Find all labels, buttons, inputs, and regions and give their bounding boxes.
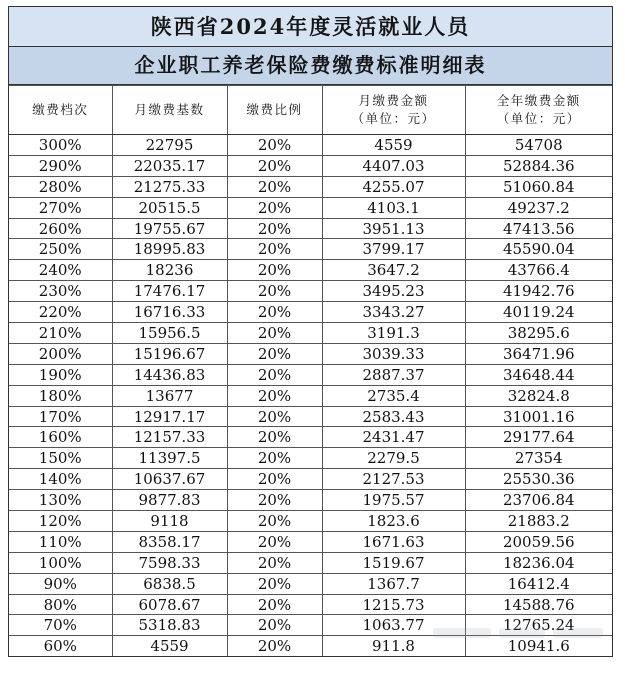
cell-ratio: 20%: [227, 155, 322, 176]
table-row: [9, 511, 612, 532]
cell-base: 6078.67: [112, 594, 227, 615]
cell-monthly-amount: 3343.27: [322, 302, 465, 323]
cell-monthly-amount: 911.8: [322, 636, 465, 656]
table-row: [9, 260, 612, 281]
cell-monthly-amount: 3495.23: [322, 281, 465, 302]
cell-ratio: 20%: [227, 218, 322, 239]
cell-ratio: 20%: [227, 260, 322, 281]
header-annual-amount: 全年缴费金额 （单位：元）: [465, 86, 612, 135]
cell-grade: 280%: [9, 176, 112, 197]
cell-annual-amount: 23706.84: [465, 490, 612, 511]
cell-ratio: 20%: [227, 531, 322, 552]
cell-monthly-amount: 1367.7: [322, 573, 465, 594]
table-row: [9, 364, 612, 385]
cell-base: 22035.17: [112, 155, 227, 176]
cell-grade: 300%: [9, 135, 112, 156]
cell-grade: 80%: [9, 594, 112, 615]
cell-base: 12917.17: [112, 406, 227, 427]
table-row: [9, 573, 612, 594]
cell-monthly-amount: 3951.13: [322, 218, 465, 239]
cell-ratio: 20%: [227, 197, 322, 218]
cell-ratio: 20%: [227, 302, 322, 323]
contribution-table-sheet: [8, 6, 613, 657]
cell-annual-amount: 14588.76: [465, 594, 612, 615]
cell-annual-amount: 27354: [465, 448, 612, 469]
cell-grade: 150%: [9, 448, 112, 469]
cell-monthly-amount: 3799.17: [322, 239, 465, 260]
cell-base: 9877.83: [112, 490, 227, 511]
cell-base: 21275.33: [112, 176, 227, 197]
cell-ratio: 20%: [227, 281, 322, 302]
table-row: [9, 615, 612, 636]
cell-base: 10637.67: [112, 469, 227, 490]
cell-grade: 60%: [9, 636, 112, 656]
table-row: [9, 385, 612, 406]
cell-grade: 90%: [9, 573, 112, 594]
cell-grade: 290%: [9, 155, 112, 176]
cell-monthly-amount: 1519.67: [322, 552, 465, 573]
table-row: [9, 239, 612, 260]
cell-grade: 180%: [9, 385, 112, 406]
table-row: [9, 406, 612, 427]
table-title-line1: 陕西省2024年度灵活就业人员: [9, 7, 612, 47]
cell-grade: 160%: [9, 427, 112, 448]
cell-base: 18236: [112, 260, 227, 281]
cell-grade: 220%: [9, 302, 112, 323]
table-row: [9, 155, 612, 176]
cell-annual-amount: 41942.76: [465, 281, 612, 302]
table-row: [9, 469, 612, 490]
cell-annual-amount: 34648.44: [465, 364, 612, 385]
cell-base: 18995.83: [112, 239, 227, 260]
cell-monthly-amount: 4255.07: [322, 176, 465, 197]
table-row: [9, 448, 612, 469]
cell-monthly-amount: 1215.73: [322, 594, 465, 615]
cell-base: 15956.5: [112, 323, 227, 344]
cell-base: 4559: [112, 636, 227, 656]
cell-base: 19755.67: [112, 218, 227, 239]
cell-ratio: 20%: [227, 176, 322, 197]
cell-annual-amount: 20059.56: [465, 531, 612, 552]
cell-grade: 230%: [9, 281, 112, 302]
cell-annual-amount: 40119.24: [465, 302, 612, 323]
cell-base: 13677: [112, 385, 227, 406]
cell-base: 9118: [112, 511, 227, 532]
table-row: [9, 135, 612, 156]
cell-base: 22795: [112, 135, 227, 156]
cell-annual-amount: 18236.04: [465, 552, 612, 573]
table-row: [9, 218, 612, 239]
table-row: [9, 323, 612, 344]
table-row: [9, 427, 612, 448]
table-row: [9, 176, 612, 197]
cell-monthly-amount: 4407.03: [322, 155, 465, 176]
cell-ratio: 20%: [227, 323, 322, 344]
cell-ratio: 20%: [227, 594, 322, 615]
cell-grade: 250%: [9, 239, 112, 260]
header-grade: 缴费档次: [9, 86, 112, 135]
cell-ratio: 20%: [227, 552, 322, 573]
cell-annual-amount: 25530.36: [465, 469, 612, 490]
cell-monthly-amount: 1671.63: [322, 531, 465, 552]
header-monthly-amount: 月缴费金额 （单位：元）: [322, 86, 465, 135]
cell-annual-amount: 10941.6: [465, 636, 612, 656]
cell-grade: 170%: [9, 406, 112, 427]
cell-annual-amount: 54708: [465, 135, 612, 156]
cell-base: 6838.5: [112, 573, 227, 594]
cell-grade: 110%: [9, 531, 112, 552]
cell-grade: 140%: [9, 469, 112, 490]
cell-monthly-amount: 1975.57: [322, 490, 465, 511]
cell-base: 17476.17: [112, 281, 227, 302]
cell-base: 7598.33: [112, 552, 227, 573]
cell-ratio: 20%: [227, 573, 322, 594]
cell-annual-amount: 21883.2: [465, 511, 612, 532]
cell-base: 14436.83: [112, 364, 227, 385]
cell-monthly-amount: 1823.6: [322, 511, 465, 532]
cell-monthly-amount: 2735.4: [322, 385, 465, 406]
cell-ratio: 20%: [227, 490, 322, 511]
cell-monthly-amount: 1063.77: [322, 615, 465, 636]
cell-monthly-amount: 2279.5: [322, 448, 465, 469]
cell-monthly-amount: 2431.47: [322, 427, 465, 448]
cell-base: 8358.17: [112, 531, 227, 552]
cell-annual-amount: 12765.24: [465, 615, 612, 636]
cell-grade: 240%: [9, 260, 112, 281]
cell-grade: 200%: [9, 343, 112, 364]
cell-annual-amount: 45590.04: [465, 239, 612, 260]
cell-annual-amount: 49237.2: [465, 197, 612, 218]
cell-base: 20515.5: [112, 197, 227, 218]
cell-annual-amount: 38295.6: [465, 323, 612, 344]
cell-grade: 120%: [9, 511, 112, 532]
cell-ratio: 20%: [227, 448, 322, 469]
cell-grade: 100%: [9, 552, 112, 573]
cell-ratio: 20%: [227, 343, 322, 364]
cell-annual-amount: 51060.84: [465, 176, 612, 197]
cell-annual-amount: 16412.4: [465, 573, 612, 594]
cell-base: 12157.33: [112, 427, 227, 448]
cell-base: 15196.67: [112, 343, 227, 364]
cell-ratio: 20%: [227, 469, 322, 490]
table-row: [9, 302, 612, 323]
table-row: [9, 531, 612, 552]
table-row: [9, 490, 612, 511]
cell-base: 16716.33: [112, 302, 227, 323]
cell-monthly-amount: 3647.2: [322, 260, 465, 281]
cell-ratio: 20%: [227, 364, 322, 385]
table-row: [9, 636, 612, 656]
cell-ratio: 20%: [227, 511, 322, 532]
cell-grade: 130%: [9, 490, 112, 511]
cell-annual-amount: 47413.56: [465, 218, 612, 239]
table-row: [9, 594, 612, 615]
cell-grade: 210%: [9, 323, 112, 344]
table-body: [9, 135, 612, 657]
table-title-line2: 企业职工养老保险费缴费标准明细表: [9, 47, 612, 85]
cell-ratio: 20%: [227, 385, 322, 406]
cell-grade: 70%: [9, 615, 112, 636]
table-row: [9, 197, 612, 218]
table-row: [9, 343, 612, 364]
cell-monthly-amount: 2583.43: [322, 406, 465, 427]
cell-annual-amount: 36471.96: [465, 343, 612, 364]
cell-ratio: 20%: [227, 427, 322, 448]
cell-grade: 190%: [9, 364, 112, 385]
table-row: [9, 281, 612, 302]
cell-ratio: 20%: [227, 615, 322, 636]
cell-ratio: 20%: [227, 406, 322, 427]
header-ratio: 缴费比例: [227, 86, 322, 135]
cell-ratio: 20%: [227, 239, 322, 260]
cell-annual-amount: 31001.16: [465, 406, 612, 427]
cell-grade: 260%: [9, 218, 112, 239]
cell-monthly-amount: 2887.37: [322, 364, 465, 385]
cell-monthly-amount: 3191.3: [322, 323, 465, 344]
cell-annual-amount: 29177.64: [465, 427, 612, 448]
cell-monthly-amount: 4559: [322, 135, 465, 156]
cell-monthly-amount: 3039.33: [322, 343, 465, 364]
table-row: [9, 552, 612, 573]
cell-base: 11397.5: [112, 448, 227, 469]
header-base: 月缴费基数: [112, 86, 227, 135]
table-header-row: [9, 86, 612, 135]
cell-monthly-amount: 4103.1: [322, 197, 465, 218]
contribution-table: [9, 85, 612, 656]
cell-ratio: 20%: [227, 135, 322, 156]
cell-annual-amount: 43766.4: [465, 260, 612, 281]
cell-annual-amount: 52884.36: [465, 155, 612, 176]
cell-ratio: 20%: [227, 636, 322, 656]
cell-annual-amount: 32824.8: [465, 385, 612, 406]
cell-base: 5318.83: [112, 615, 227, 636]
cell-monthly-amount: 2127.53: [322, 469, 465, 490]
cell-grade: 270%: [9, 197, 112, 218]
